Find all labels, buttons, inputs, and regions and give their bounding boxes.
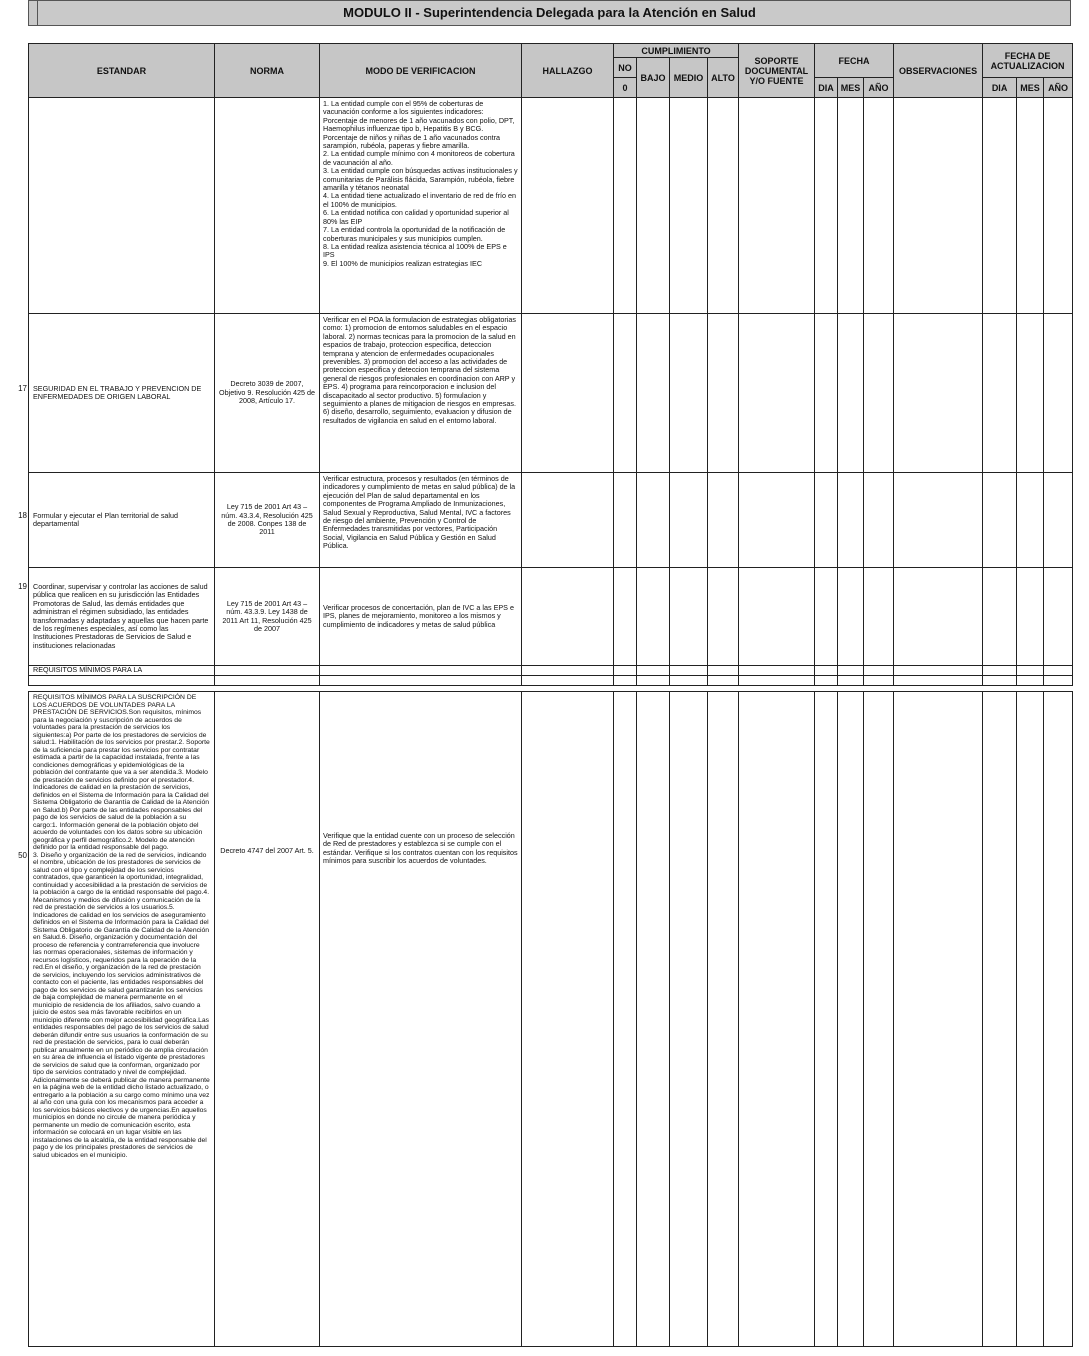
- table-row: [29, 692, 1073, 1347]
- medio-cell[interactable]: [670, 676, 708, 686]
- alto-cell[interactable]: [708, 666, 739, 676]
- observaciones-cell[interactable]: [894, 568, 983, 666]
- estandar-text: SEGURIDAD EN EL TRABAJO Y PREVENCION DE ENFERMEDADES DE ORIGEN LABORAL: [33, 383, 202, 401]
- module-title: MODULO II - Superintendencia Delegada para la Atención en Salud: [343, 5, 756, 20]
- header-fecha: FECHA: [815, 44, 894, 78]
- row-number: 19: [18, 581, 27, 591]
- dia-act-cell[interactable]: [983, 692, 1017, 1347]
- anio-act-cell[interactable]: [1044, 314, 1073, 473]
- dia-cell[interactable]: [815, 473, 838, 568]
- header-no: NO: [614, 58, 637, 78]
- no-cell[interactable]: [614, 568, 637, 666]
- anio-cell[interactable]: [864, 692, 894, 1347]
- mes-act-cell[interactable]: [1017, 98, 1044, 314]
- observaciones-cell[interactable]: [894, 692, 983, 1347]
- standards-table: [18, 43, 1073, 1347]
- observaciones-cell[interactable]: [894, 314, 983, 473]
- header-zero: 0: [614, 78, 637, 98]
- table-row: [29, 473, 1073, 568]
- header-anio-act: AÑO: [1044, 78, 1073, 98]
- no-cell[interactable]: [614, 98, 637, 314]
- medio-cell[interactable]: [670, 314, 708, 473]
- anio-act-cell[interactable]: [1044, 568, 1073, 666]
- anio-cell[interactable]: [864, 666, 894, 676]
- observaciones-cell[interactable]: [894, 473, 983, 568]
- header-medio: MEDIO: [670, 58, 708, 98]
- mes-act-cell[interactable]: [1017, 568, 1044, 666]
- mes-cell[interactable]: [838, 473, 864, 568]
- row-number: 17: [18, 383, 27, 393]
- bajo-cell[interactable]: [637, 568, 670, 666]
- bajo-cell[interactable]: [637, 98, 670, 314]
- estandar-cell: [18, 473, 215, 568]
- mes-cell[interactable]: [838, 98, 864, 314]
- estandar-cell: REQUISITOS MÍNIMOS PARA LA: [29, 666, 215, 676]
- mes-cell[interactable]: [838, 692, 864, 1347]
- header-bajo: BAJO: [637, 58, 670, 98]
- dia-cell[interactable]: [815, 676, 838, 686]
- anio-act-cell[interactable]: [1044, 666, 1073, 676]
- anio-cell[interactable]: [864, 98, 894, 314]
- dia-cell[interactable]: [815, 692, 838, 1347]
- dia-cell[interactable]: [815, 568, 838, 666]
- header-cumplimiento: CUMPLIMIENTO: [614, 44, 739, 58]
- soporte-cell[interactable]: [739, 473, 815, 568]
- header-fecha-actualizacion: FECHA DE ACTUALIZACION: [983, 44, 1073, 78]
- anio-act-cell[interactable]: [1044, 676, 1073, 686]
- soporte-cell[interactable]: [739, 676, 815, 686]
- bajo-cell[interactable]: [637, 666, 670, 676]
- dia-act-cell[interactable]: [983, 314, 1017, 473]
- observaciones-cell[interactable]: [894, 666, 983, 676]
- mes-act-cell[interactable]: [1017, 314, 1044, 473]
- table-row: [29, 568, 1073, 666]
- header-modo: MODO DE VERIFICACION: [320, 44, 522, 98]
- dia-cell[interactable]: [815, 314, 838, 473]
- dia-act-cell[interactable]: [983, 568, 1017, 666]
- norma-cell: [215, 676, 320, 686]
- medio-cell[interactable]: [670, 568, 708, 666]
- estandar-text: Formular y ejecutar el Plan territorial de salud departamental: [33, 510, 179, 528]
- modo-cell: Verificar en el POA la formulacion de estrategias obligatorias como: 1) promocion de entornos saludables en el espacio laboral. 2) normas tecnicas para la promocion de la salud en espacios de trabajo, proteccion especifica, deteccion temprana y atencion de enfermedades ocupacionales prevenibles. 3) promocion del acceso a las actividades de proteccion especifica y deteccion temprana del sistema general de riesgos profesionales en coordinacion con ARP y EPS. 4) programa para reincorporacion e inclusion del discapacitado al sector productivo. 5) formulacion y seguimiento a planes de mitigacion de riesgos en empresas. 6) diseño, desarrollo, seguimiento, evaluacion y difusion de resultados de vigilancia en salud en el entorno laboral.: [320, 314, 522, 473]
- hallazgo-cell[interactable]: [522, 473, 614, 568]
- anio-act-cell[interactable]: [1044, 473, 1073, 568]
- hallazgo-cell[interactable]: [522, 314, 614, 473]
- alto-cell[interactable]: [708, 676, 739, 686]
- no-cell[interactable]: [614, 692, 637, 1347]
- row-number: 18: [18, 510, 27, 520]
- no-cell[interactable]: [614, 676, 637, 686]
- modo-cell: 1. La entidad cumple con el 95% de coberturas de vacunación conforme a los siguientes indicadores: Porcentaje de menores de 1 año vacunados con polio, DPT, Haemophilus influenzae tipo b, Hepatitis B y BCG. Porcentaje de niños y niñas de 1 año vacunados contra sarampión, rubéola, paperas y fiebre amarilla. 2. La entidad cumple mínimo con 4 monitoreos de cobertura de vacunación al año. 3. La entidad cumple con búsquedas activas institucionales y comunitarias de Parálisis flácida, Sarampión, rubéola, fiebre amarilla y tétanos neonatal 4. La entidad tiene actualizado el inventario de red de frío en el 100% de municipios. 6. La entidad notifica con calidad y oportunidad superior al 80% las EIP 7. La entidad controla la oportunidad de la notificación de coberturas municipales y sus municipios cumplen. 8. La entidad realiza asistencia técnica al 100% de EPS e IPS 9. El 100% de municipios realizan estrategias IEC: [320, 98, 522, 314]
- anio-act-cell[interactable]: [1044, 98, 1073, 314]
- title-bar-lead-cell: [29, 1, 38, 25]
- dia-cell[interactable]: [815, 666, 838, 676]
- estandar-text: REQUISITOS MÍNIMOS PARA LA SUSCRIPCIÓN DE LOS ACUERDOS DE VOLUNTADES PARA LA PRESTACIÓN DE SERVICIOS.Son requisitos, mínimos para la negociación y suscripción de acuerdos de voluntades para la prestación de servicios los siguientes:a) Por parte de los prestadores de servicios de salud:1. Habilitación de los servicios por prestar.2. Soporte de la suficiencia para prestar los servicios por contratar estimada a partir de la capacidad instalada, frente a las condiciones demográficas y epidemiológicas de la población del contratante que va a ser atendida.3. Modelo de prestación de servicios definido por el prestador.4. Indicadores de calidad en la prestación de servicios, definidos en el Sistema de Información para la Calidad del Sistema Obligatorio de Garantía de Calidad de la Atención en Salud.b) Por parte de las entidades responsables del pago de los servicios de salud de la población a su cargo:1. Información general de la población objeto del acuerdo de voluntades con los datos sobre su ubicación geográfica y perfil demográfico.2. Modelo de atención definido por la entidad responsable del pago. 3. Diseño y organización de la red de servicios, indicando el nombre, ubicación de los prestadores de servicios de salud con el tipo y complejidad de los servicios contratados, que garanticen la oportunidad, integralidad, continuidad y accesibilidad a la prestación de servicios de la población a cargo de la entidad responsable del pago.4. Mecanismos y medios de difusión y comunicación de la red de prestación de servicios a los usuarios.5. Indicadores de calidad en los servicios de aseguramiento definidos en el Sistema de Información para la Calidad del Sistema Obligatorio de Garantía de Calidad de la Atención en Salud.6. Diseño, organización y documentación del proceso de referencia y contrarreferencia que involucre las normas operacionales, sistemas de información y recursos logísticos, requeridos para la operación de la red.En el diseño, y organización de la red de prestación de servicios, incluyendo los servicios administrativos de contacto con el paciente, las entidades responsables del pago de los servicios de salud garantizarán los servicios de baja complejidad de manera permanente en el municipio de residencia de los afiliados, salvo cuando a juicio de estos sea más favorable recibirlos en un municipio diferente con mejor accesibilidad geográfica.Las entidades responsables del pago de los servicios de salud deberán difundir entre sus usuarios la conformación de su red de prestación de servicios, para lo cual deberán publicar anualmente en un periódico de amplia circulación en su área de influencia el listado vigente de prestadores de servicios de salud que la conforman, organizado por tipo de servicios contratado y nivel de complejidad. Adicionalmente se deberá publicar de manera permanente en la página web de la entidad dicho listado actualizado, o entregarlo a la población a su cargo como mínimo una vez al año con una guía con los mecanismos para acceder a los servicios básicos electivos y de urgencias.En aquellos municipios en donde no circule de manera periódica y permanente un medio de comunicación escrito, esta información se colocará en un lugar visible en las instalaciones de la alcaldía, de la entidad responsable del pago y de los principales prestadores de servicios de salud ubicados en el municipio.: [33, 694, 210, 1159]
- mes-act-cell[interactable]: [1017, 666, 1044, 676]
- modo-cell: Verificar estructura, procesos y resultados (en términos de indicadores y cumplimiento de metas en salud pública) de la ejecución del Plan de salud departamental en los componentes de Programa Ampliado de Inmunizaciones, Salud Sexual y Reproductiva, Salud Mental, IVC a factores de riesgo del ambiente, Prevención y Control de Enfermedades transmitidas por vectores, Participación Social, Vigilancia en Salud Pública y Gestión en Salud Pública.: [320, 473, 522, 568]
- hallazgo-cell[interactable]: [522, 568, 614, 666]
- mes-cell[interactable]: [838, 314, 864, 473]
- no-cell[interactable]: [614, 473, 637, 568]
- soporte-cell[interactable]: [739, 314, 815, 473]
- bajo-cell[interactable]: [637, 676, 670, 686]
- estandar-text: Coordinar, supervisar y controlar las acciones de salud pública que realicen en su jurisdicción las Entidades Promotoras de Salud, las demás entidades que administran el régimen subsidiado, las entidades transformadas y adaptadas y aquellas que hacen parte de los regímenes especiales, así como las Instituciones Prestadoras de Servicios de Salud e instituciones relacionadas: [33, 581, 209, 650]
- estandar-cell: [18, 692, 215, 1347]
- mes-cell[interactable]: [838, 676, 864, 686]
- alto-cell[interactable]: [708, 692, 739, 1347]
- medio-cell[interactable]: [670, 98, 708, 314]
- norma-cell: Decreto 3039 de 2007, Objetivo 9. Resolución 425 de 2008, Artículo 17.: [215, 314, 320, 473]
- anio-cell[interactable]: [864, 568, 894, 666]
- hallazgo-cell[interactable]: [522, 676, 614, 686]
- table-row: [29, 314, 1073, 473]
- table-row-blank: [29, 676, 1073, 686]
- table-row: [29, 98, 1073, 314]
- alto-cell[interactable]: [708, 98, 739, 314]
- dia-act-cell[interactable]: [983, 666, 1017, 676]
- soporte-cell[interactable]: [739, 692, 815, 1347]
- alto-cell[interactable]: [708, 568, 739, 666]
- dia-act-cell[interactable]: [983, 98, 1017, 314]
- observaciones-cell[interactable]: [894, 676, 983, 686]
- soporte-cell[interactable]: [739, 98, 815, 314]
- soporte-cell[interactable]: [739, 568, 815, 666]
- row-number: 50: [18, 851, 27, 860]
- hallazgo-cell[interactable]: [522, 98, 614, 314]
- modo-cell: Verificar procesos de concertación, plan de IVC a las EPS e IPS, planes de mejoramiento, monitoreo a los mismos y cumplimiento de indicadores y metas de salud pública: [320, 568, 522, 666]
- anio-cell[interactable]: [864, 676, 894, 686]
- anio-act-cell[interactable]: [1044, 692, 1073, 1347]
- medio-cell[interactable]: [670, 692, 708, 1347]
- header-estandar: ESTANDAR: [29, 44, 215, 98]
- estandar-cell: [29, 98, 215, 314]
- bajo-cell[interactable]: [637, 473, 670, 568]
- dia-act-cell[interactable]: [983, 473, 1017, 568]
- alto-cell[interactable]: [708, 314, 739, 473]
- header-soporte: SOPORTE DOCUMENTAL Y/O FUENTE: [739, 44, 815, 98]
- modo-cell: [320, 666, 522, 676]
- no-cell[interactable]: [614, 666, 637, 676]
- mes-act-cell[interactable]: [1017, 676, 1044, 686]
- bajo-cell[interactable]: [637, 692, 670, 1347]
- dia-act-cell[interactable]: [983, 676, 1017, 686]
- dia-cell[interactable]: [815, 98, 838, 314]
- header-alto: ALTO: [708, 58, 739, 98]
- mes-cell[interactable]: [838, 666, 864, 676]
- bajo-cell[interactable]: [637, 314, 670, 473]
- estandar-cell: [18, 568, 215, 666]
- estandar-cell: [18, 314, 215, 473]
- medio-cell[interactable]: [670, 473, 708, 568]
- modo-cell: Verifique que la entidad cuente con un proceso de selección de Red de prestadores y establezca si se cumple con el estándar. Verifique si los contratos cuentan con los requisitos mínimos para suscribir los acuerdos de voluntades.: [320, 692, 522, 1347]
- mes-act-cell[interactable]: [1017, 692, 1044, 1347]
- anio-cell[interactable]: [864, 314, 894, 473]
- header-anio: AÑO: [864, 78, 894, 98]
- medio-cell[interactable]: [670, 666, 708, 676]
- verification-sheet: [18, 43, 1072, 1347]
- header-dia: DIA: [815, 78, 838, 98]
- anio-cell[interactable]: [864, 473, 894, 568]
- estandar-cell: [29, 676, 215, 686]
- norma-cell: Ley 715 de 2001 Art 43 – núm. 43.3.4, Resolución 425 de 2008. Conpes 138 de 2011: [215, 473, 320, 568]
- header-hallazgo: HALLAZGO: [522, 44, 614, 98]
- header-mes: MES: [838, 78, 864, 98]
- table-row-truncated: [29, 666, 1073, 676]
- mes-cell[interactable]: [838, 568, 864, 666]
- hallazgo-cell[interactable]: [522, 666, 614, 676]
- observaciones-cell[interactable]: [894, 98, 983, 314]
- soporte-cell[interactable]: [739, 666, 815, 676]
- norma-cell: [215, 666, 320, 676]
- module-title-bar: [28, 0, 1071, 26]
- header-observaciones: OBSERVACIONES: [894, 44, 983, 98]
- no-cell[interactable]: [614, 314, 637, 473]
- header-norma: NORMA: [215, 44, 320, 98]
- header-dia-act: DIA: [983, 78, 1017, 98]
- hallazgo-cell[interactable]: [522, 692, 614, 1347]
- alto-cell[interactable]: [708, 473, 739, 568]
- header-mes-act: MES: [1017, 78, 1044, 98]
- norma-cell: Decreto 4747 del 2007 Art. 5.: [215, 692, 320, 1347]
- norma-cell: [215, 98, 320, 314]
- modo-cell: [320, 676, 522, 686]
- mes-act-cell[interactable]: [1017, 473, 1044, 568]
- norma-cell: Ley 715 de 2001 Art 43 – núm. 43.3.9. Ley 1438 de 2011 Art 11, Resolución 425 de 2007: [215, 568, 320, 666]
